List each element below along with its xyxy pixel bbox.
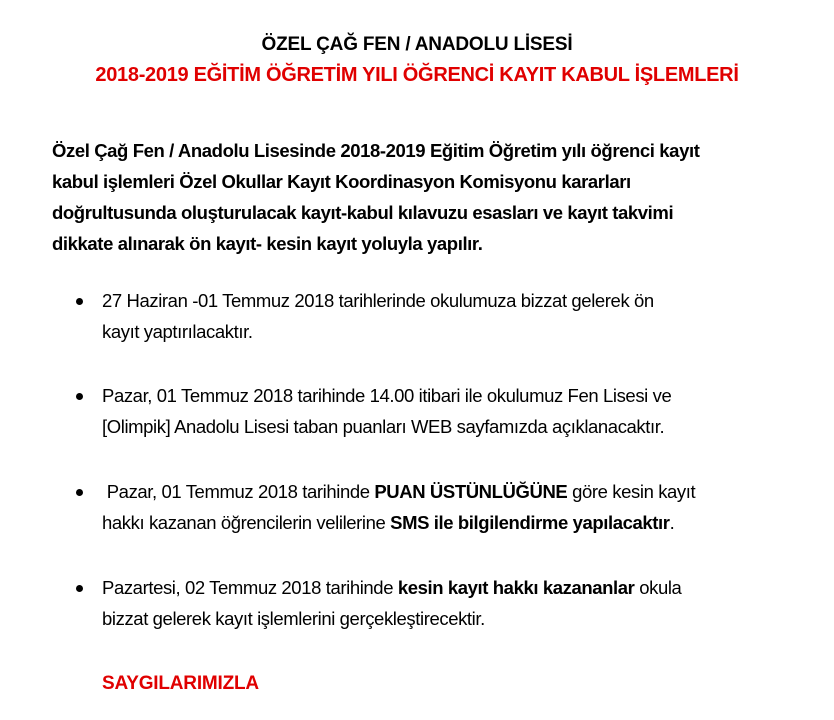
intro-paragraph bbox=[52, 135, 782, 259]
intro-line: kabul işlemleri Özel Okullar Kayıt Koordinasyon Komisyonu kararları bbox=[52, 171, 631, 192]
text-segment: Pazartesi, 02 Temmuz 2018 tarihinde bbox=[102, 577, 398, 598]
list-item-line: bizzat gelerek kayıt işlemlerini gerçekleştirecektir. bbox=[102, 608, 485, 629]
emphasis-text: SMS ile bilgilendirme yapılacaktır bbox=[390, 512, 670, 533]
bullet-icon bbox=[76, 489, 83, 496]
closing-signature: SAYGILARIMIZLA bbox=[102, 673, 259, 694]
list-item-line bbox=[102, 572, 772, 603]
school-name-heading: ÖZEL ÇAĞ FEN / ANADOLU LİSESİ bbox=[261, 34, 573, 55]
list-item-line bbox=[102, 476, 772, 507]
text-segment: . bbox=[669, 512, 675, 533]
list-item-line: kayıt yaptırılacaktır. bbox=[102, 321, 253, 342]
list-item-text bbox=[102, 476, 772, 538]
intro-line: dikkate alınarak ön kayıt- kesin kayıt yoluyla yapılır. bbox=[52, 233, 483, 254]
list-item-line bbox=[102, 507, 772, 538]
list-item-line: [Olimpik] Anadolu Lisesi taban puanları WEB sayfamızda açıklanacaktır. bbox=[102, 416, 665, 437]
bullet-icon bbox=[76, 393, 83, 400]
text-segment: okula bbox=[634, 577, 682, 598]
intro-line: doğrultusunda oluşturulacak kayıt-kabul kılavuzu esasları ve kayıt takvimi bbox=[52, 202, 674, 223]
list-item-text bbox=[102, 380, 772, 442]
list-item-line: 27 Haziran -01 Temmuz 2018 tarihlerinde okulumuza bizzat gelerek ön bbox=[102, 290, 654, 311]
registration-title: 2018-2019 EĞİTİM ÖĞRETİM YILI ÖĞRENCİ KAYIT KABUL İŞLEMLERİ bbox=[95, 64, 739, 86]
bullet-icon bbox=[76, 298, 83, 305]
list-item-text bbox=[102, 572, 772, 634]
list-item-line: Pazar, 01 Temmuz 2018 tarihinde 14.00 itibari ile okulumuz Fen Lisesi ve bbox=[102, 385, 672, 406]
text-segment: Pazar, 01 Temmuz 2018 tarihinde bbox=[102, 481, 375, 502]
text-segment: göre kesin kayıt bbox=[567, 481, 696, 502]
emphasis-text: PUAN ÜSTÜNLÜĞÜNE bbox=[374, 481, 568, 502]
text-segment: hakkı kazanan öğrencilerin velilerine bbox=[102, 512, 391, 533]
emphasis-text: kesin kayıt hakkı kazananlar bbox=[397, 577, 635, 598]
bullet-icon bbox=[76, 585, 83, 592]
intro-line: Özel Çağ Fen / Anadolu Lisesinde 2018-2019 Eğitim Öğretim yılı öğrenci kayıt bbox=[52, 140, 700, 161]
list-item-text bbox=[102, 285, 772, 347]
